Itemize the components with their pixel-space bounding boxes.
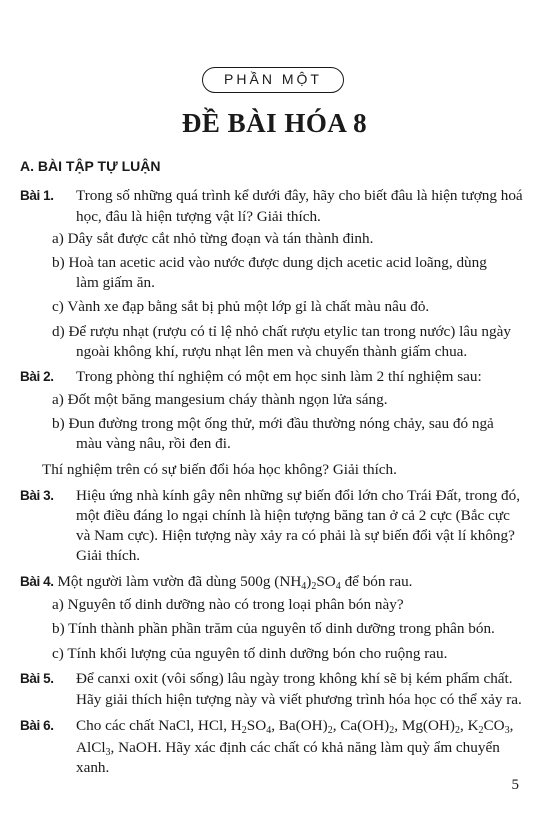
- exercise-text: , NaOH. Hãy xác định các chất có khả năng làm quỳ ẩm chuyển: [110, 739, 500, 756]
- exercise-text: một điều đáng lo ngại chính là hiện tượng băng tan ở cả 2 cực (Bắc cực: [76, 507, 510, 524]
- exercise-item: b) Hoà tan acetic acid vào nước được dung dịch acetic acid loãng, dùng: [52, 254, 487, 271]
- exercise-item: b) Đun đường trong một ống thử, mới đầu thường nóng chảy, sau đó ngả: [52, 415, 494, 432]
- section-heading: A. BÀI TẬP TỰ LUẬN: [20, 158, 161, 174]
- exercise-text: AlCl$_3$, NaOH. Hãy xác định các chất có khả năng làm quỳ ẩm chuyển: [76, 739, 500, 758]
- part-label: PHẦN MỘT: [202, 67, 344, 93]
- exercise-item: c) Tính khối lượng của nguyên tố dinh dưỡng bón cho ruộng rau.: [52, 645, 448, 662]
- exercise-item: a) Dây sắt được cắt nhỏ từng đoạn và tán thành đinh.: [52, 230, 374, 247]
- exercise-text: Để canxi oxit (vôi sống) lâu ngày trong không khí sẽ bị kém phẩm chất.: [76, 670, 513, 687]
- exercise-item: a) Nguyên tố dinh dưỡng nào có trong loại phân bón này?: [52, 596, 404, 613]
- exercise-text: Hãy giải thích hiện tượng này và viết phương trình hóa học có thể xảy ra.: [76, 691, 522, 708]
- exercise-item: d) Để rượu nhạt (rượu có tỉ lệ nhỏ chất rượu etylic tan trong nước) lâu ngày: [52, 323, 511, 340]
- page-title: ĐỀ BÀI HÓA 8: [181, 108, 368, 138]
- exercise-text: học, đâu là hiện tượng vật lí? Giải thích.: [76, 208, 321, 225]
- exercise-text: Bài 4. Một người làm vườn đã dùng 500g $(NH_4)_2SO_4$ để bón rau.: [20, 573, 413, 592]
- exercise-text: Trong số những quá trình kể dưới đây, hãy cho biết đâu là hiện tượng hoá: [76, 187, 523, 204]
- exercise-label: Bài 4.: [20, 574, 54, 589]
- exercise-label: Bài 5.: [20, 671, 54, 686]
- exercise-text: Hiệu ứng nhà kính gây nên những sự biến đổi lớn cho Trái Đất, trong đó,: [76, 487, 521, 504]
- exercise-item: a) Đốt một băng mangesium cháy thành ngọn lửa sáng.: [52, 391, 388, 408]
- exercise-label: Bài 2.: [20, 369, 54, 384]
- exercise-label: Bài 6.: [20, 718, 54, 733]
- exercise-label: Bài 1.: [20, 188, 54, 203]
- exercise-item: b) Tính thành phần phần trăm của nguyên tố dinh dưỡng trong phân bón.: [52, 620, 495, 637]
- exercise-label: Bài 3.: [20, 488, 54, 503]
- exercise-item: c) Vành xe đạp bằng sắt bị phủ một lớp gỉ là chất màu nâu đỏ.: [52, 298, 430, 315]
- exercise-text: để bón rau.: [344, 573, 413, 590]
- exercise-text: Giải thích.: [76, 547, 141, 564]
- exercise-text: Cho các chất NaCl, HCl, H: [76, 717, 242, 734]
- exercise-text: Trong phòng thí nghiệm có một em học sinh làm 2 thí nghiệm sau:: [76, 368, 482, 385]
- exercise-text: và Nam cực). Hiện tượng này xảy ra có phải là sự biến đổi vật lí không?: [76, 527, 515, 544]
- page-number: 5: [511, 777, 519, 793]
- exercise-item: ngoài không khí, rượu nhạt lên men và chuyển thành giấm chua.: [76, 343, 468, 360]
- exercise-text: Một người làm vườn đã dùng 500g (NH: [57, 573, 302, 590]
- exercise-text: xanh.: [76, 759, 110, 776]
- exercise-question: Thí nghiệm trên có sự biến đổi hóa học không? Giải thích.: [42, 461, 397, 478]
- exercise-item: làm giấm ăn.: [76, 274, 155, 291]
- exercise-text: Cho các chất NaCl, HCl, $H_2SO_4$, $Ba(OH)_2$, $Ca(OH)_2$, $Mg(OH)_2$, $K_2CO_3$,: [76, 717, 514, 736]
- exercise-item: màu vàng nâu, rồi đen đi.: [76, 435, 231, 452]
